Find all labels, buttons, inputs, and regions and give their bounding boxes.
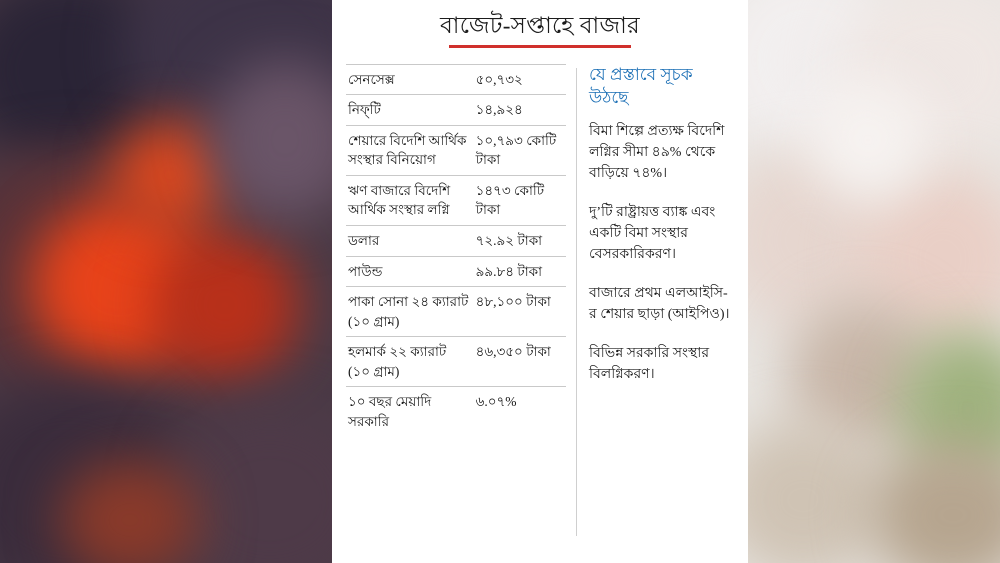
bg-blob xyxy=(868,440,1000,563)
row-value: ১৪৭৩ কোটি টাকা xyxy=(475,182,545,218)
commentary-subheading: যে প্রস্তাবে সূচক উঠছে xyxy=(589,64,693,107)
table-row xyxy=(346,64,566,95)
infographic-card xyxy=(332,0,748,563)
commentary-column xyxy=(587,64,734,563)
table-row xyxy=(346,95,566,126)
commentary-paragraph: বিমা শিল্পে প্রত্যক্ষ বিদেশি লগ্নির সীমা ৪৯% থেকে বাড়িয়ে ৭৪%। xyxy=(589,124,725,182)
row-value: ৪৬,৩৫০ টাকা xyxy=(475,344,551,360)
row-label: পাকা সোনা ২৪ ক্যারাট (১০ গ্রাম) xyxy=(348,294,469,329)
row-value: ৪৮,১০০ টাকা xyxy=(475,294,551,310)
background-image-right xyxy=(748,0,1000,563)
row-value: ১০,৭৯৩ কোটি টাকা xyxy=(475,132,557,168)
market-data-column xyxy=(346,64,574,563)
table-row xyxy=(346,175,566,225)
table-row xyxy=(346,287,566,337)
table-row xyxy=(346,337,566,387)
table-row xyxy=(346,256,566,287)
bg-blob xyxy=(150,230,300,380)
row-label: ঋণ বাজারে বিদেশি আর্থিক সংস্থার লগ্নি xyxy=(348,182,451,218)
row-label: হলমার্ক ২২ ক্যারাট (১০ গ্রাম) xyxy=(348,344,447,379)
row-value: ৫০,৭৩২ xyxy=(475,71,523,87)
row-value: ৯৯.৮৪ টাকা xyxy=(475,263,543,279)
row-label: ডলার xyxy=(348,232,380,248)
row-label: নিফ্‌টি xyxy=(348,102,381,118)
content-columns xyxy=(346,64,734,563)
row-label: ১০ বছর মেয়াদি সরকারি xyxy=(348,394,432,429)
row-label: পাউন্ড xyxy=(348,263,383,279)
column-divider xyxy=(576,68,577,536)
row-value: ৭২.৯২ টাকা xyxy=(475,232,543,248)
title-underline xyxy=(449,45,631,48)
commentary-paragraph: বাজারে প্রথম এলআইসি-র শেয়ার ছাড়া (আইপিও)। xyxy=(589,286,730,323)
page-title: বাজেট-সপ্তাহে বাজার xyxy=(440,13,640,38)
row-label: সেনসেক্স xyxy=(348,71,395,87)
commentary-paragraph: দু’টি রাষ্ট্রায়ত্ত ব্যাঙ্ক এবং একটি বিমা সংস্থার বেসরকারিকরণ। xyxy=(589,205,716,263)
row-value: ১৪,৯২৪ xyxy=(475,102,523,118)
table-row xyxy=(346,225,566,256)
table-row xyxy=(346,387,566,437)
background-image-left xyxy=(0,0,332,563)
table-row xyxy=(346,125,566,175)
bg-blob xyxy=(808,80,928,200)
commentary-paragraph: বিভিন্ন সরকারি সংস্থার বিলগ্নিকরণ। xyxy=(589,346,710,383)
row-value: ৬.০৭% xyxy=(475,394,517,410)
row-label: শেয়ারে বিদেশি আর্থিক সংস্থার বিনিয়োগ xyxy=(348,132,467,168)
market-data-table xyxy=(346,64,566,437)
